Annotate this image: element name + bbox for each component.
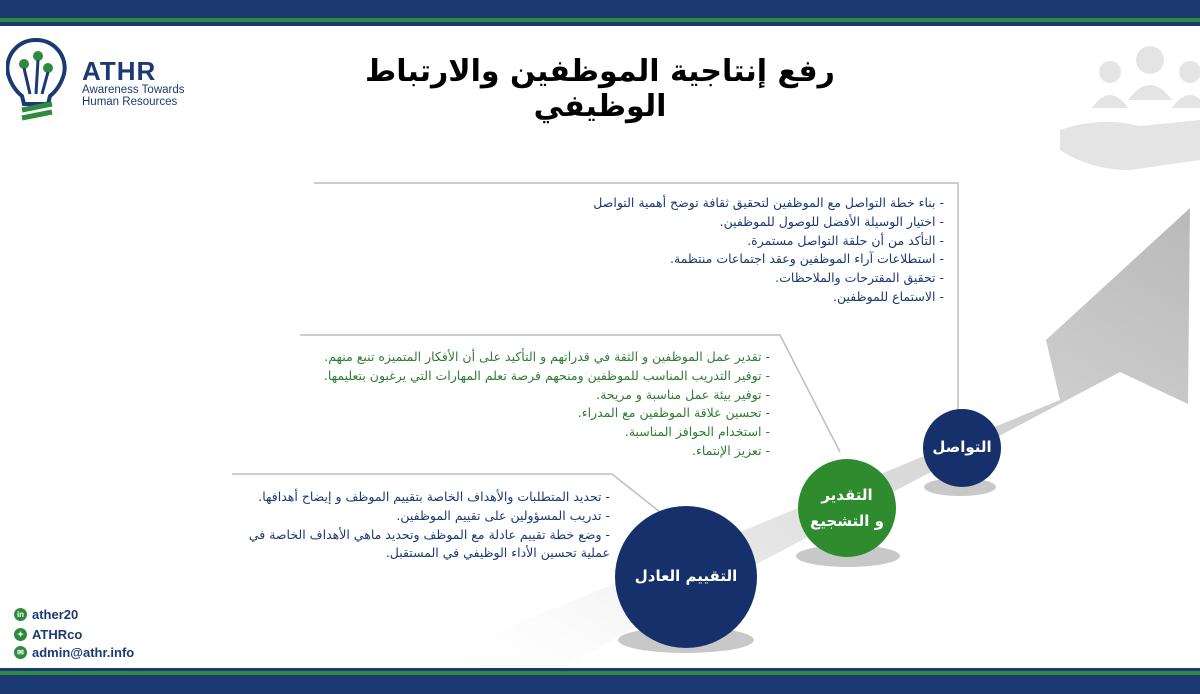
recognition-list	[300, 348, 770, 461]
list-item: - تحسين علاقة الموظفين مع المدراء.	[577, 405, 770, 421]
brand-tagline-2: Human Resources	[82, 96, 178, 108]
twitter-icon: ✦	[14, 628, 27, 641]
list-item: - التأكد من أن حلقة التواصل مستمرة.	[747, 232, 944, 248]
linkedin-icon: in	[14, 608, 27, 621]
page-title: رفع إنتاجية الموظفين والارتباط الوظيفي	[365, 54, 835, 124]
social-linkedin[interactable]	[14, 607, 78, 622]
brand-tagline-1: Awareness Towards	[82, 84, 185, 96]
stage-label-evaluation: التقييم العادل	[634, 567, 738, 585]
list-item: - تحقيق المقترحات والملاحظات.	[775, 270, 944, 286]
list-item: - وضع خطة تقييم عادلة مع الموظف وتحديد ماهي الأهداف الخاصة في	[248, 526, 610, 542]
email-address: admin@athr.info	[32, 645, 135, 660]
linkedin-handle: ather20	[32, 607, 79, 622]
twitter-handle: ATHRco	[32, 627, 83, 642]
stage-label-recognition-line-1: التقدير	[821, 486, 873, 504]
evaluation-list	[232, 488, 610, 563]
list-item: - تعزيز الإنتماء.	[692, 442, 770, 458]
stage-label-communication: التواصل	[932, 438, 992, 456]
list-item: - استطلاعات آراء الموظفين وعقد اجتماعات منتظمة.	[669, 251, 944, 267]
list-item: - استخدام الحوافز المناسبة.	[624, 424, 770, 440]
communication-list	[560, 194, 944, 307]
list-item: - تدريب المسؤولين على تقييم الموظفين.	[396, 507, 610, 523]
list-item: - توفير التدريب المناسب للموظفين ومنحهم فرصة تعلم المهارات التي يرغبون بتعليمها.	[323, 367, 770, 383]
list-item: - تحديد المتطلبات والأهداف الخاصة بتقييم الموظف و إيضاح أهدافها.	[258, 489, 610, 504]
list-item: عملية تحسين الأداء الوظيفي في المستقبل.	[385, 545, 610, 561]
brand-name: ATHR	[82, 56, 157, 86]
bottom-green-stripe	[0, 671, 1200, 675]
list-item: - اختيار الوسيلة الأفضل للوصول للموظفين.	[719, 213, 944, 229]
social-email[interactable]	[14, 645, 134, 660]
list-item: - الاستماع للموظفين.	[833, 288, 944, 304]
team-hand-icon	[1060, 46, 1200, 170]
list-item: - بناء خطة التواصل مع الموظفين لتحقيق ثقافة توضح أهمية التواصل	[593, 195, 944, 210]
email-icon: ✉	[14, 646, 27, 659]
list-item: - توفير بيئة عمل مناسبة و مريحة.	[596, 386, 770, 402]
list-item: - تقدير عمل الموظفين و الثقة في قدراتهم و التأكيد على أن الأفكار المتميزه تنبع منهم.	[324, 349, 770, 364]
stage-label-recognition-line-2: و التشجيع	[810, 512, 884, 530]
social-twitter[interactable]	[14, 627, 82, 642]
stage-label-recognition	[798, 482, 896, 534]
brand-block	[82, 58, 185, 108]
